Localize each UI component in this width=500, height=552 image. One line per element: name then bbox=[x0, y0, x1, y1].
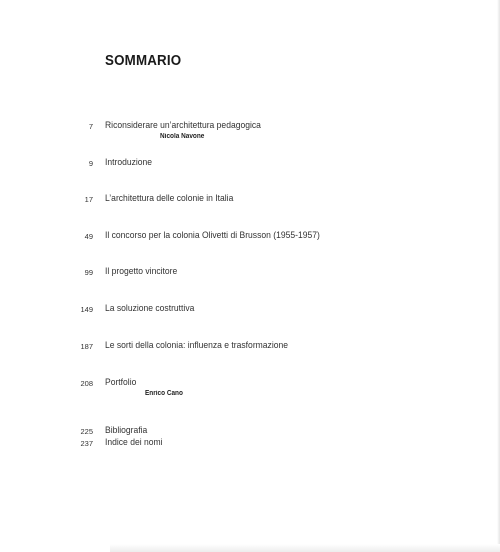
toc-entry-title: Portfolio bbox=[105, 377, 137, 388]
toc-entry-title: L’architettura delle colonie in Italia bbox=[105, 193, 234, 204]
toc-title: SOMMARIO bbox=[105, 53, 182, 69]
toc-page-number: 237 bbox=[80, 439, 93, 448]
toc-entry-title: Bibliografia bbox=[105, 425, 148, 436]
toc-page-number: 9 bbox=[88, 159, 93, 168]
toc-entry-author: Enrico Cano bbox=[145, 390, 183, 397]
toc-page-number: 225 bbox=[80, 427, 93, 436]
page-bottom-shadow bbox=[110, 544, 500, 552]
toc-page-number: 49 bbox=[84, 232, 93, 241]
toc-page-number: 149 bbox=[80, 305, 93, 314]
toc-page-number: 99 bbox=[84, 268, 93, 277]
toc-entry-title: Indice dei nomi bbox=[105, 437, 163, 448]
toc-entry-title: Il progetto vincitore bbox=[105, 266, 178, 277]
toc-entry-title: Riconsiderare un’architettura pedagogica bbox=[105, 120, 261, 131]
toc-entry-title: Il concorso per la colonia Olivetti di Brusson (1955-1957) bbox=[105, 230, 320, 241]
toc-entry-author: Nicola Navone bbox=[160, 133, 205, 140]
toc-page-number: 17 bbox=[84, 195, 93, 204]
toc-entry-title: Le sorti della colonia: influenza e trasformazione bbox=[105, 340, 288, 351]
toc-page-number: 7 bbox=[88, 122, 93, 131]
toc-entry-title: La soluzione costruttiva bbox=[105, 303, 195, 314]
toc-entry-title: Introduzione bbox=[105, 157, 153, 168]
toc-page-number: 187 bbox=[80, 342, 93, 351]
toc-page-number: 208 bbox=[80, 379, 93, 388]
